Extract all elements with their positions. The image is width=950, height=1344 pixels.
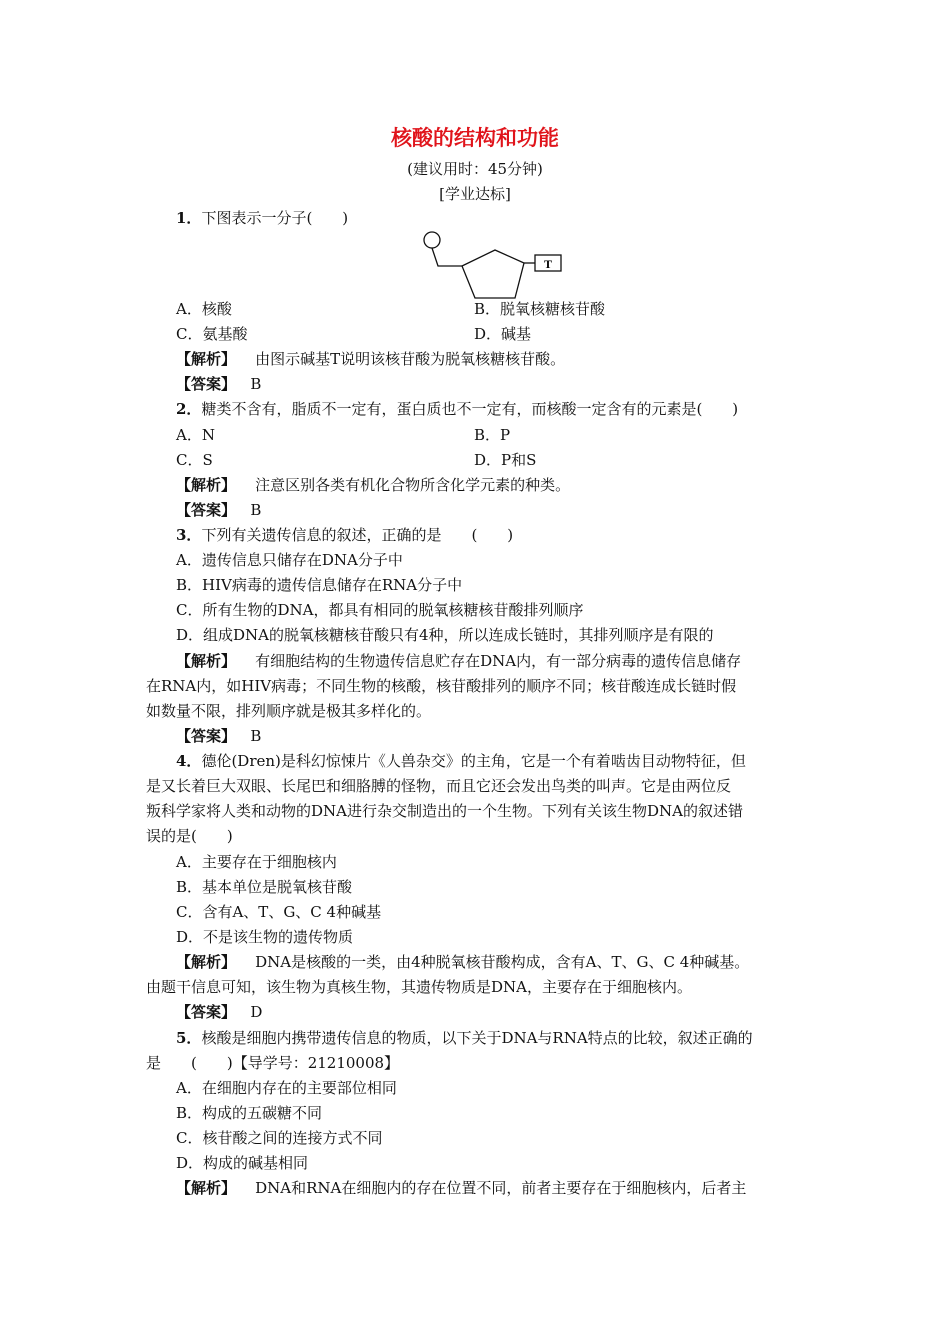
option-d: D．构成的碱基相同 [176,1154,309,1172]
answer-value: D [250,1003,263,1021]
question-stem: 德伦(Dren)是科幻惊悚片《人兽杂交》的主角，它是一个有着啮齿目动物特征，但 [201,752,746,770]
answer-tag: 【答案】 [176,727,237,745]
option-a: A．主要存在于细胞核内 [176,853,337,871]
question-stem: 糖类不含有，脂质不一定有，蛋白质也不一定有，而核酸一定含有的元素是( ) [201,400,739,418]
analysis-continued: 由题干信息可知，该生物为真核生物，其遗传物质是DNA，主要存在于细胞核内。 [146,978,692,996]
option-b: B．构成的五碳糖不同 [176,1104,323,1122]
question-stem: 下图表示一分子( ) [201,209,349,227]
question-stem-continued: 叛科学家将人类和动物的DNA进行杂交制造出的一个生物。下列有关该生物DNA的叙述错 [146,802,743,820]
question-2 [176,398,738,419]
option-b: B．HIV病毒的遗传信息储存在RNA分子中 [176,576,463,594]
option-c: C．核苷酸之间的连接方式不同 [176,1129,383,1147]
analysis-text: 注意区别各类有机化合物所含化学元素的种类。 [255,476,571,494]
option-a: A．N [176,426,215,444]
analysis [176,474,570,495]
option-b: B．P [474,426,511,444]
question-stem: 下列有关遗传信息的叙述，正确的是 ( ) [201,526,514,544]
analysis-tag: 【解析】 [176,652,237,670]
analysis-text: DNA是核酸的一类，由4种脱氧核苷酸构成，含有A、T、G、C 4种碱基。 [255,953,750,971]
option-a: A．核酸 [176,300,232,318]
option-d: D．组成DNA的脱氧核糖核苷酸只有4种，所以连成长链时，其排列顺序是有限的 [176,626,714,644]
phosphate-circle [424,232,440,248]
question-stem-continued: 是又长着巨大双眼、长尾巴和细胳膊的怪物，而且它还会发出鸟类的叫声。它是由两位反 [146,777,732,795]
analysis-continued: 如数量不限，排列顺序就是极其多样化的。 [146,702,432,720]
answer [176,1001,262,1022]
answer [176,725,261,746]
answer-tag: 【答案】 [176,1003,237,1021]
analysis-tag: 【解析】 [176,953,237,971]
analysis [176,650,741,671]
answer-tag: 【答案】 [176,375,237,393]
question-5 [176,1027,753,1048]
option-d: D．P和S [474,451,537,469]
time-hint: (建议用时：45分钟) [407,160,543,178]
option-c: C．所有生物的DNA，都具有相同的脱氧核糖核苷酸排列顺序 [176,601,584,619]
analysis-tag: 【解析】 [176,476,237,494]
analysis [176,1177,746,1198]
answer-value: B [250,375,262,393]
analysis-continued: 在RNA内，如HIV病毒；不同生物的核酸，核苷酸排列的顺序不同；核苷酸连成长链时假 [146,677,737,695]
analysis-text: 有细胞结构的生物遗传信息贮存在DNA内，有一部分病毒的遗传信息储存 [255,652,742,670]
question-number: 2． [176,400,202,418]
option-b: B．脱氧核糖核苷酸 [474,300,606,318]
answer-tag: 【答案】 [176,501,237,519]
question-number: 3． [176,526,202,544]
question-1 [176,207,348,228]
analysis [176,951,749,972]
question-stem-continued: 误的是( ) [146,827,233,845]
question-3 [176,524,513,545]
page-title: 核酸的结构和功能 [391,126,559,150]
question-stem-continued: 是 ( )【导学号：21210008】 [146,1054,400,1072]
question-number: 4． [176,752,202,770]
option-c: C．氨基酸 [176,325,248,343]
option-d: D．碱基 [474,325,532,343]
answer [176,499,261,520]
analysis-text: DNA和RNA在细胞内的存在位置不同，前者主要存在于细胞核内，后者主 [255,1179,747,1197]
analysis-tag: 【解析】 [176,1179,237,1197]
question-stem: 核酸是细胞内携带遗传信息的物质，以下关于DNA与RNA特点的比较，叙述正确的 [201,1029,753,1047]
option-b: B．基本单位是脱氧核苷酸 [176,878,353,896]
analysis-text: 由图示碱基T说明该核苷酸为脱氧核糖核苷酸。 [255,350,566,368]
analysis-tag: 【解析】 [176,350,237,368]
option-d: D．不是该生物的遗传物质 [176,928,354,946]
option-c: C．含有A、T、G、C 4种碱基 [176,903,382,921]
question-number: 1． [176,209,202,227]
pentose-ring [462,250,524,298]
option-a: A．遗传信息只储存在DNA分子中 [176,551,403,569]
question-4 [176,750,746,771]
answer-value: B [250,727,262,745]
answer [176,373,261,394]
question-number: 5． [176,1029,202,1047]
analysis [176,348,565,369]
base-label: T [543,257,553,271]
answer-value: B [250,501,262,519]
option-a: A．在细胞内存在的主要部位相同 [176,1079,397,1097]
phosphate-bond [432,248,462,266]
section-heading: [学业达标] [439,185,511,203]
option-c: C．S [176,451,213,469]
